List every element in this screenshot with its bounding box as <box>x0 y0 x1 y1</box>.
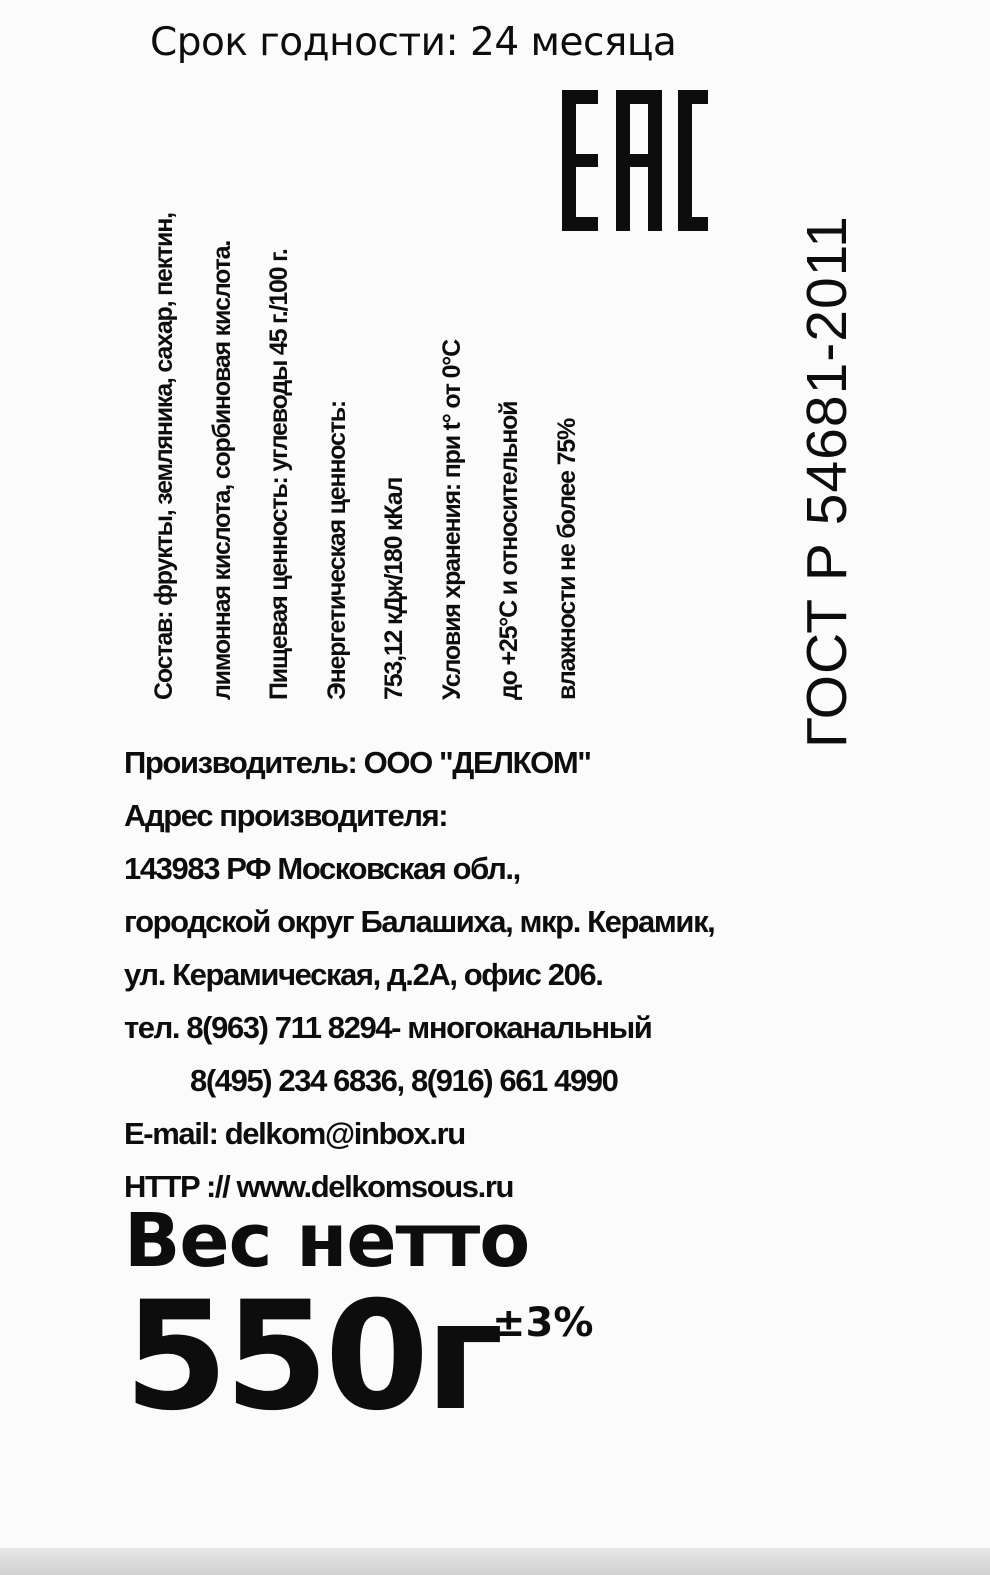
composition-line: лимонная кислота, сорбиновая кислота. <box>207 240 236 700</box>
address-title: Адрес производителя: <box>124 798 448 833</box>
energy-title-line: Энергетическая ценность: <box>322 400 351 700</box>
net-weight-title: Вес нетто <box>124 1198 530 1284</box>
storage-line: влажности не более 75% <box>552 418 581 700</box>
address-line: ул. Керамическая, д.2А, офис 206. <box>124 957 603 992</box>
producer-name: Производитель: ООО "ДЕЛКОМ" <box>124 745 591 780</box>
label-bottom-edge <box>0 1548 990 1575</box>
storage-line: до +25°С и относительной <box>495 401 523 700</box>
nutrition-line: Пищевая ценность: углеводы 45 г./100 г. <box>265 249 293 700</box>
composition-line: Состав: фрукты, земляника, сахар, пектин, <box>150 213 178 700</box>
net-weight-value: 550г <box>124 1270 500 1444</box>
gost-standard: ГОСТ Р 54681-2011 <box>795 215 859 748</box>
shelf-life-text: Срок годности: 24 месяца <box>150 20 677 65</box>
phone-line: тел. 8(963) 711 8294- многоканальный <box>124 1010 652 1045</box>
producer-block <box>124 736 714 1213</box>
energy-value-line: 753,12 кДж/180 кКал <box>380 477 408 700</box>
address-line: 143983 РФ Московская обл., <box>124 851 520 886</box>
address-line: городской округ Балашиха, мкр. Керамик, <box>124 904 715 939</box>
phone-line: 8(495) 234 6836, 8(916) 661 4990 <box>190 1063 618 1098</box>
storage-line: Условия хранения: при t° от 0°С <box>437 340 466 700</box>
website-line: HTTP :// www.delkomsous.ru <box>124 1169 514 1204</box>
net-weight-tolerance: ±3% <box>492 1300 594 1346</box>
email-line: E-mail: delkom@inbox.ru <box>124 1116 465 1151</box>
composition-rotated-block <box>136 60 596 700</box>
